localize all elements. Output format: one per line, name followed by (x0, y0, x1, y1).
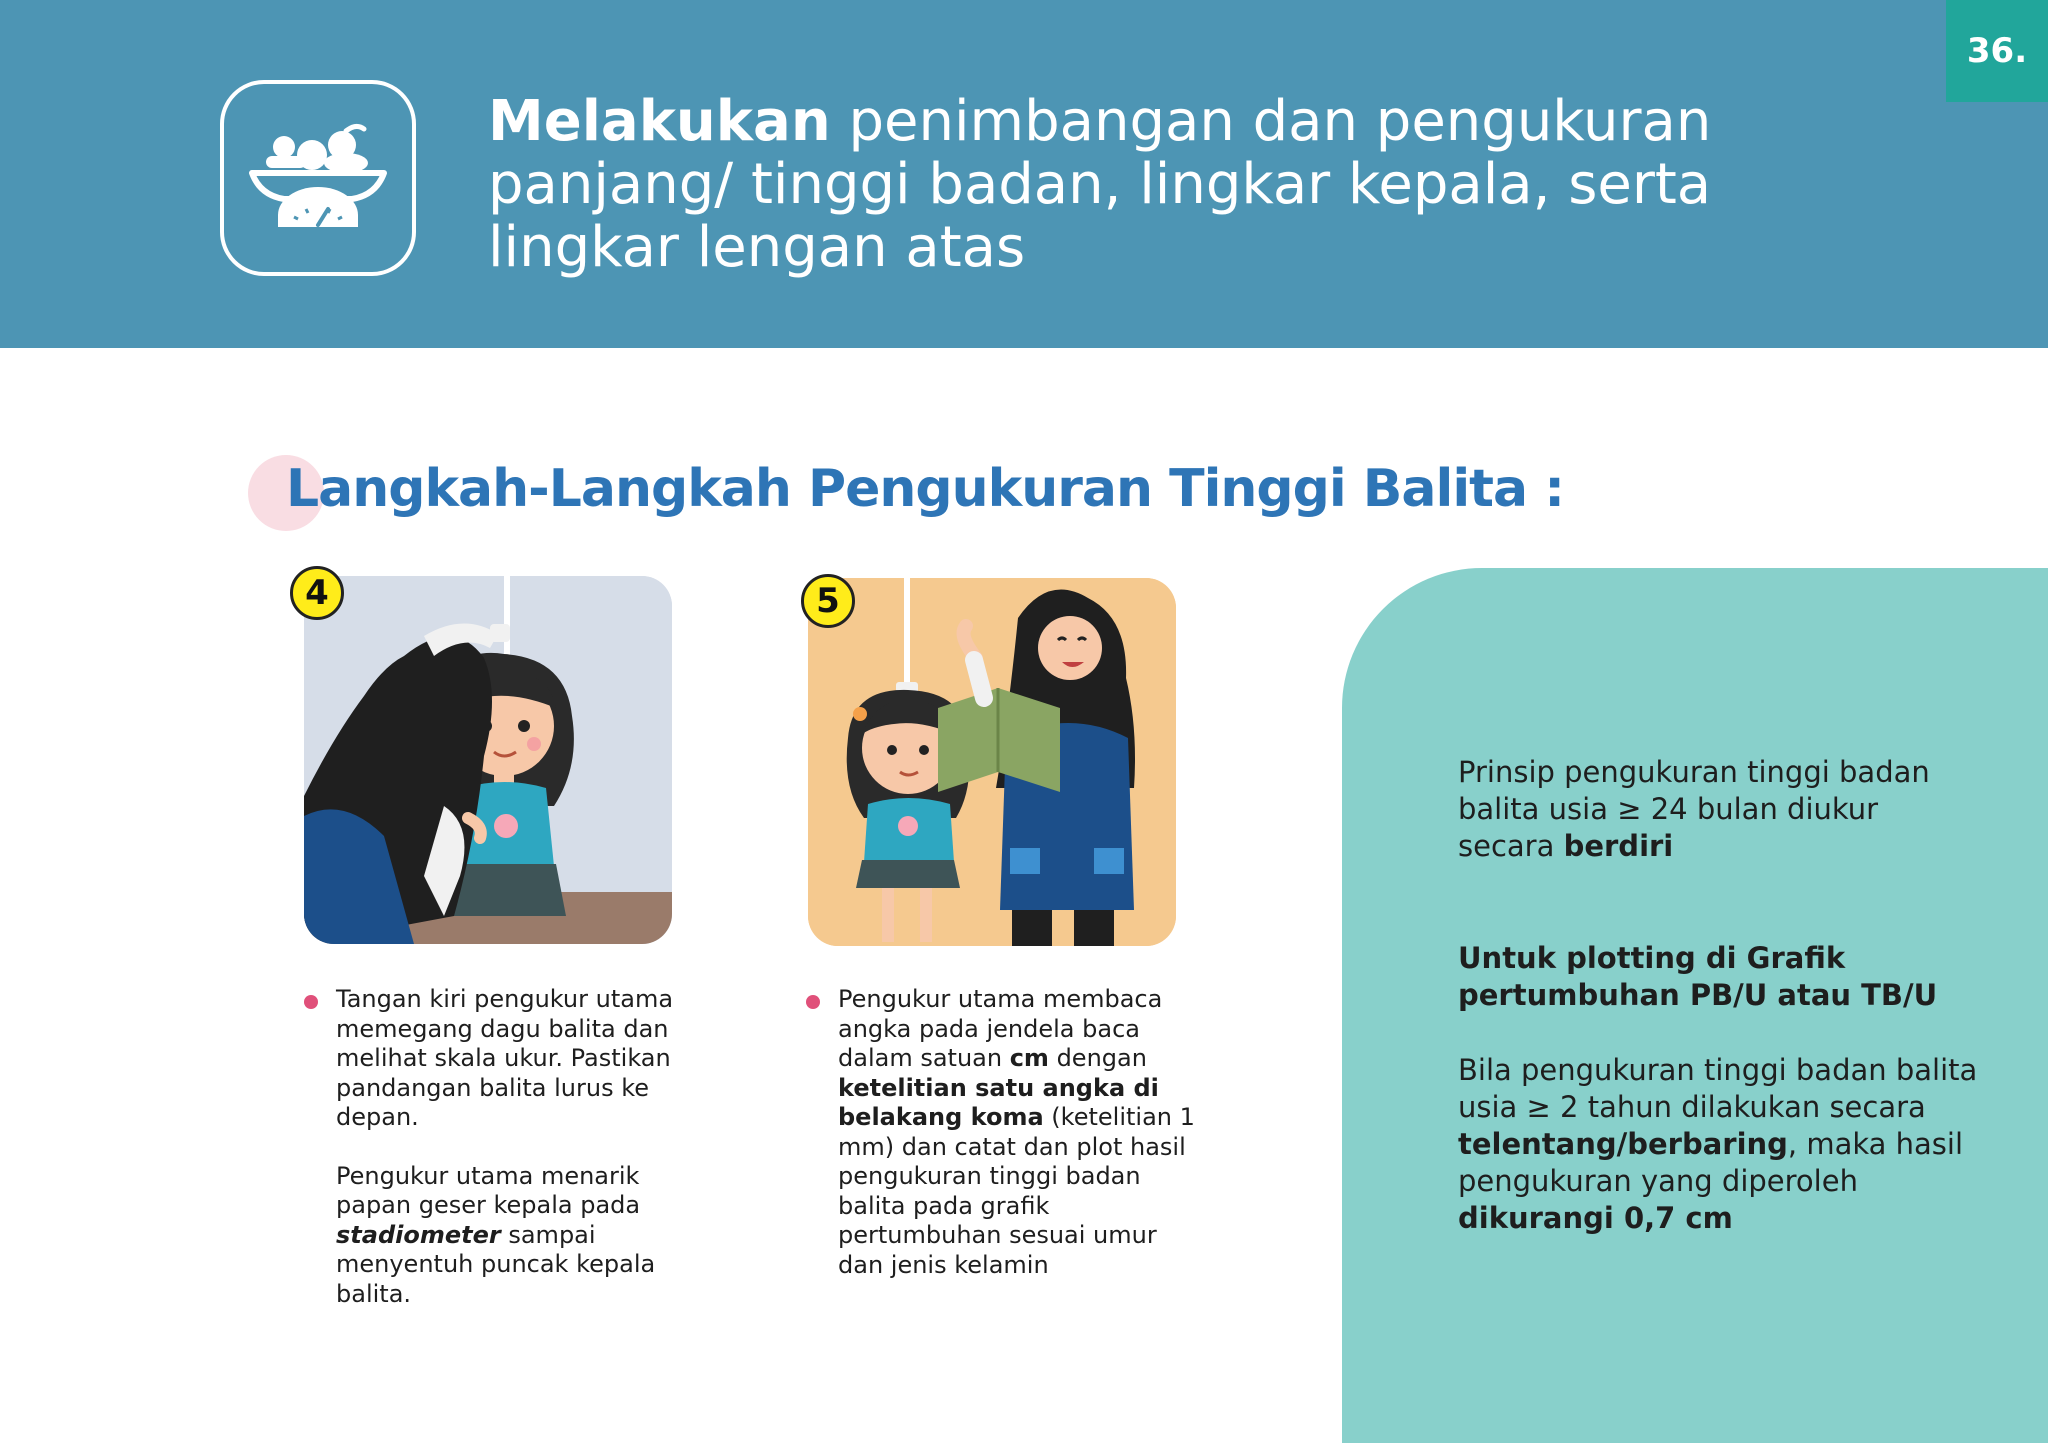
baby-scale-icon (248, 123, 388, 233)
principle-body: Prinsip pengukuran tinggi badan balita usia ≥ 24 bulan diukur secara (1458, 755, 1930, 863)
section-title: Langkah-Langkah Pengukuran Tinggi Balita : (286, 459, 1565, 519)
step-4-illustration (304, 576, 672, 944)
plotting-heading-text: Untuk plotting di Grafik pertumbuhan PB/U atau TB/U (1458, 941, 1938, 1012)
reading-stadiometer-illustration (808, 578, 1176, 946)
step-5-b2: ketelitian satu angka di belakang koma (838, 1073, 1159, 1131)
step-4-text (336, 985, 706, 1309)
step-4-p2-lead: Pengukur utama menarik papan geser kepala pada (336, 1161, 641, 1219)
title-rest: penimbangan dan pengukuran panjang/ tinggi badan, lingkar kepala, serta lingkar lengan atas (488, 89, 1712, 280)
step-5-t2: dengan (1048, 1044, 1147, 1072)
step-5-t3: (ketelitian 1 mm) dan catat dan plot hasil pengukuran tinggi badan balita pada grafik pertumbuhan sesuai umur dan jenis kelamin (838, 1103, 1195, 1279)
rule-a: Bila pengukuran tinggi badan balita usia ≥ 2 tahun dilakukan secara (1458, 1053, 1978, 1124)
principle-bold: berdiri (1563, 829, 1674, 863)
title-bold: Melakukan (488, 89, 831, 154)
step-4-p2-bold: stadiometer (336, 1220, 501, 1249)
step-5-bullet (806, 995, 820, 1009)
step-5-badge: 5 (801, 574, 855, 628)
step-4-paragraph-1: Tangan kiri pengukur utama memegang dagu balita dan melihat skala ukur. Pastikan pandangan balita lurus ke depan. (336, 985, 674, 1131)
step-4-paragraph-2 (336, 1162, 706, 1310)
rule-d: dikurangi 0,7 cm (1458, 1201, 1733, 1235)
step-5-paragraph (838, 985, 1208, 1280)
header-banner (0, 0, 2048, 348)
step-5-illustration (808, 578, 1176, 946)
step-4-bullet (304, 995, 318, 1009)
step-5-t1: Pengukur utama membaca angka pada jendela baca dalam satuan (838, 985, 1163, 1072)
step-5-text (838, 985, 1208, 1280)
measuring-girl-illustration (304, 576, 672, 944)
correction-rule-text (1458, 1052, 1978, 1237)
step-5-b1: cm (1009, 1044, 1049, 1072)
page-title (488, 90, 1788, 279)
header-icon-frame (220, 80, 416, 276)
principle-text (1458, 754, 1978, 865)
rule-b: telentang/berbaring (1458, 1127, 1788, 1161)
step-4-p2-tail: sampai menyentuh puncak kepala balita. (336, 1220, 656, 1308)
step-4-badge: 4 (290, 566, 344, 620)
rule-c: , maka hasil pengukuran yang diperoleh (1458, 1127, 1964, 1198)
page-number: 36. (1946, 0, 2048, 102)
plotting-heading (1458, 940, 1978, 1014)
